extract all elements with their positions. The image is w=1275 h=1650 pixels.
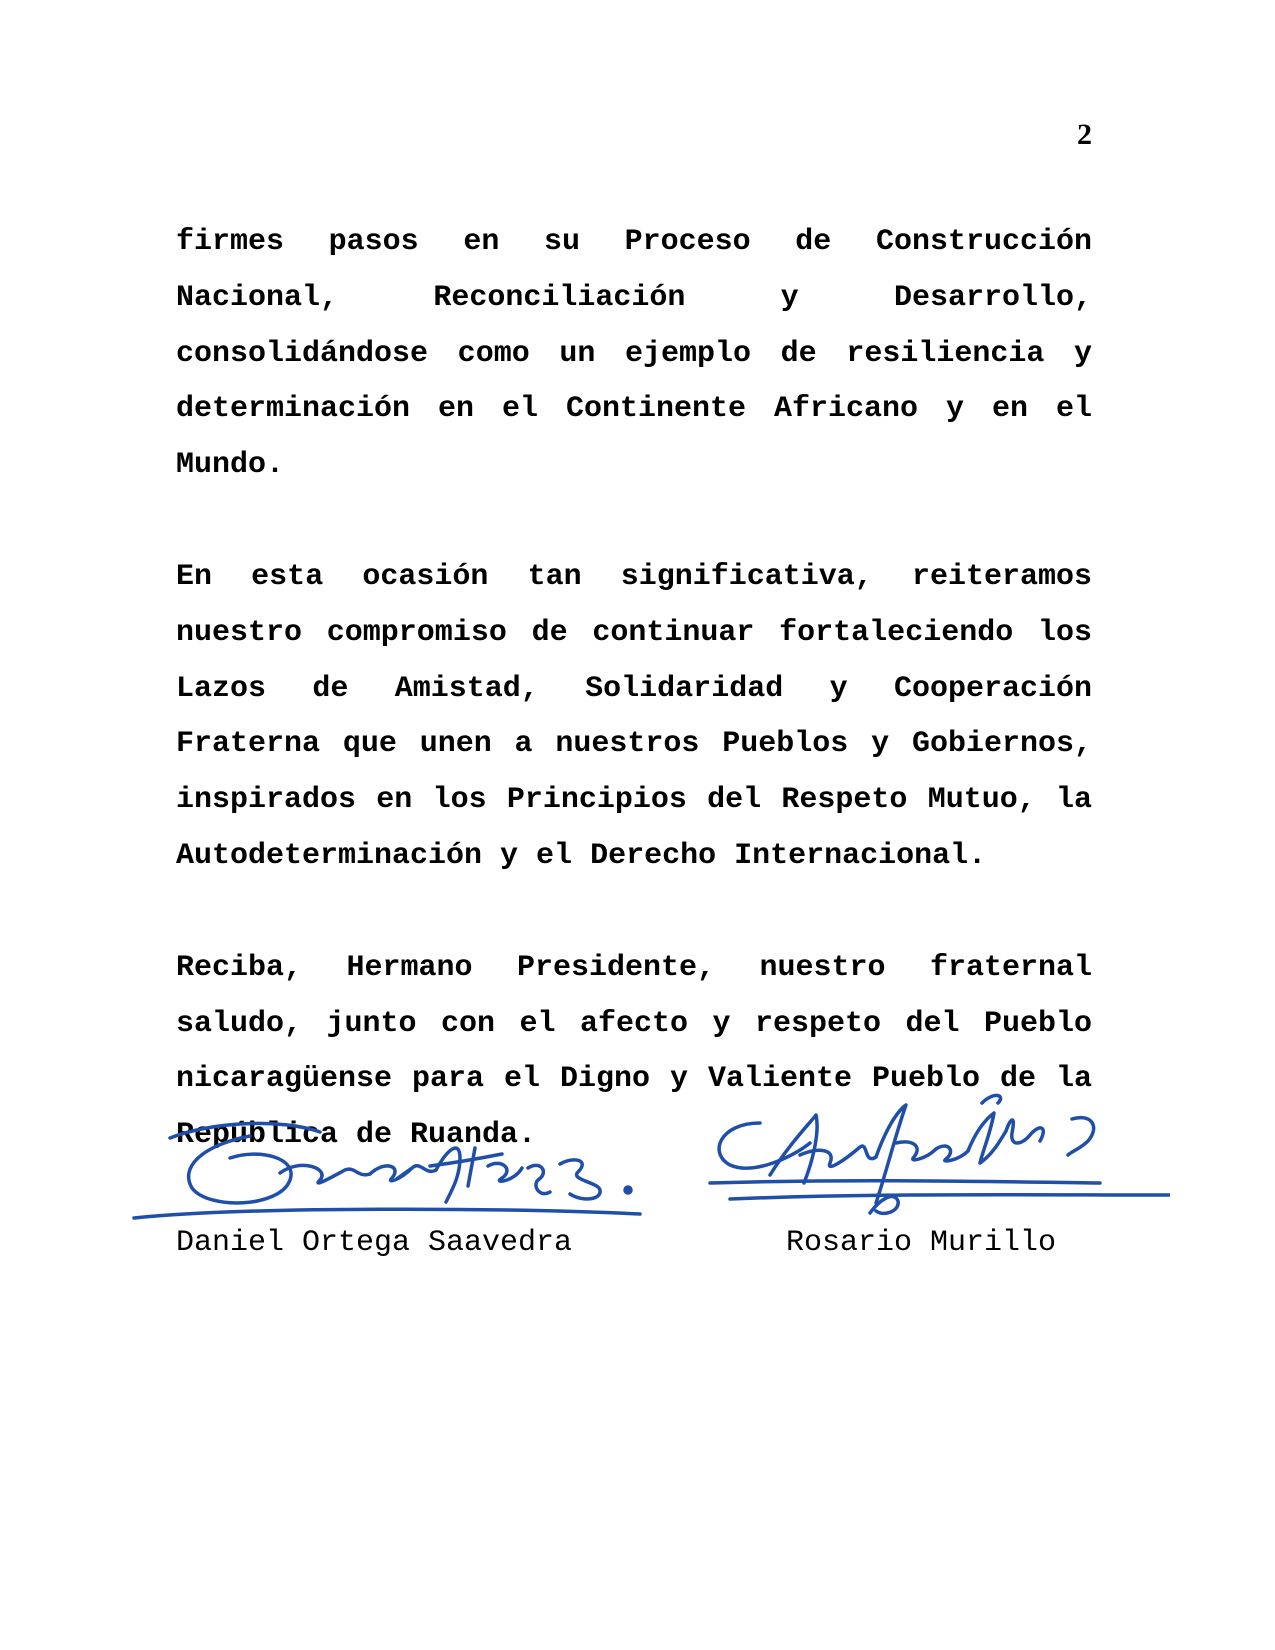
- page-number: 2: [1077, 118, 1092, 151]
- paragraph-1: firmes pasos en su Proceso de Construcción Nacional, Reconciliación y Desarrollo, consolidándose como un ejemplo de resiliencia y determinación en el Continente Africano y en el Mundo.: [176, 225, 1092, 483]
- signature-daniel-ortega: [130, 1118, 675, 1233]
- signatory-left-name: Daniel Ortega Saavedra: [176, 1226, 573, 1260]
- paragraph-2: En esta ocasión tan significativa, reiteramos nuestro compromiso de continuar fortaleciendo los Lazos de Amistad, Solidaridad y Cooperación Fraterna que unen a nuestros Pueblos y Gobiernos, inspirados en los Principios del Respeto Mutuo, la Autodeterminación y el Derecho Internacional.: [176, 559, 1092, 873]
- signature-rosario-murillo: [700, 1083, 1170, 1223]
- signatory-right-name: Rosario Murillo: [786, 1226, 1057, 1260]
- letter-body: [176, 215, 1092, 1220]
- paragraph-3: Reciba, Hermano Presidente, nuestro fraternal saludo, junto con el afecto y respeto del Pueblo nicaragüense para el Digno y Valiente Pueblo de la República de Ruanda.: [176, 950, 1092, 1153]
